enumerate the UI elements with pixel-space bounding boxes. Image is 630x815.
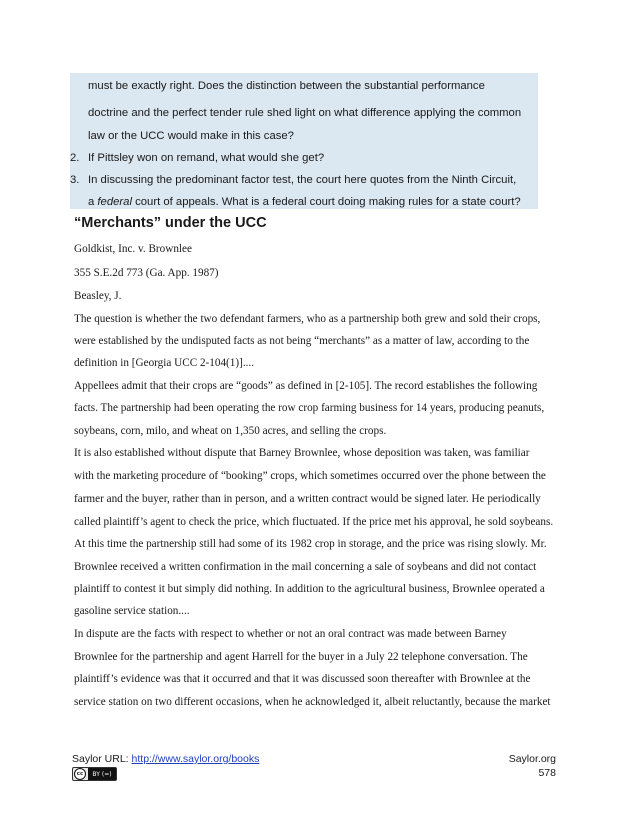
page-number: 578 <box>538 767 556 779</box>
question-2-number: 2. <box>70 152 80 164</box>
body-line: plaintiff to contest it but simply did nothing. In addition to the agricultural business, Brownlee operated a <box>74 583 545 595</box>
body-line: Appellees admit that their crops are “goods” as defined in [2-105]. The record establishes the following <box>74 380 538 392</box>
cc-icon: cc <box>74 768 86 780</box>
body-line: service station on two different occasions, when he acknowledged it, albeit reluctantly, because the market <box>74 696 551 708</box>
case-citation: 355 S.E.2d 773 (Ga. App. 1987) <box>74 267 219 279</box>
body-line: Brownlee received a written confirmation in the mail concerning a sale of soybeans and did not contact <box>74 561 537 573</box>
body-line: facts. The partnership had been operating the row crop farming business for 14 years, producing peanuts, <box>74 402 545 414</box>
body-line: with the marketing procedure of “booking” crops, which sometimes occurred over the phone between the <box>74 470 546 482</box>
body-line: were established by the undisputed facts as not being “merchants” as a matter of law, according to the <box>74 335 530 347</box>
body-line: Brownlee for the partnership and agent Harrell for the buyer in a July 22 telephone conversation. The <box>74 651 528 663</box>
case-name: Goldkist, Inc. v. Brownlee <box>74 243 192 255</box>
question-3-text: In discussing the predominant factor test, the court here quotes from the Ninth Circuit, <box>88 174 517 186</box>
question-2-text: If Pittsley won on remand, what would she get? <box>88 152 325 164</box>
footer-url: Saylor URL: http://www.saylor.org/books <box>72 753 260 765</box>
body-line: The question is whether the two defendant farmers, who as a partnership both grew and sold their crops, <box>74 313 541 325</box>
body-line: called plaintiff’s agent to check the price, which fluctuated. If the price met his approval, he sold soybeans. <box>74 516 554 528</box>
saylor-books-link[interactable]: http://www.saylor.org/books <box>131 753 260 765</box>
body-line: soybeans, corn, milo, and wheat on 1,350 acres, and selling the crops. <box>74 425 387 437</box>
judge-name: Beasley, J. <box>74 290 122 302</box>
no-derivatives-icon: (=) <box>101 770 112 778</box>
emphasis-federal: federal <box>97 196 132 208</box>
footer-site: Saylor.org <box>508 753 556 765</box>
question-1-line-2: doctrine and the perfect tender rule shed light on what difference applying the common <box>88 107 522 119</box>
body-line: It is also established without dispute that Barney Brownlee, whose deposition was taken, was familiar <box>74 447 530 459</box>
question-3-number: 3. <box>70 174 80 186</box>
body-line: At this time the partnership still had some of its 1982 crop in storage, and the price was rising slowly. Mr. <box>74 538 547 550</box>
by-icon: BY <box>92 770 100 778</box>
body-line: definition in [Georgia UCC 2-104(1)].... <box>74 357 255 369</box>
body-line: plaintiff’s evidence was that it occurred and that it was discussed soon thereafter with Brownlee at the <box>74 673 531 685</box>
creative-commons-license-badge[interactable] <box>72 767 117 781</box>
question-1-line-3: law or the UCC would make in this case? <box>88 130 294 142</box>
body-line: farmer and the buyer, rather than in person, and a written contract would be signed later. He periodically <box>74 493 541 505</box>
body-line: gasoline service station.... <box>74 605 190 617</box>
body-line: In dispute are the facts with respect to whether or not an oral contract was made between Barney <box>74 628 507 640</box>
question-3-line-2: a federal court of appeals. What is a federal court doing making rules for a state court? <box>88 196 521 208</box>
question-1-line-1: must be exactly right. Does the distinction between the substantial performance <box>88 80 485 92</box>
section-heading: “Merchants” under the UCC <box>74 215 267 231</box>
